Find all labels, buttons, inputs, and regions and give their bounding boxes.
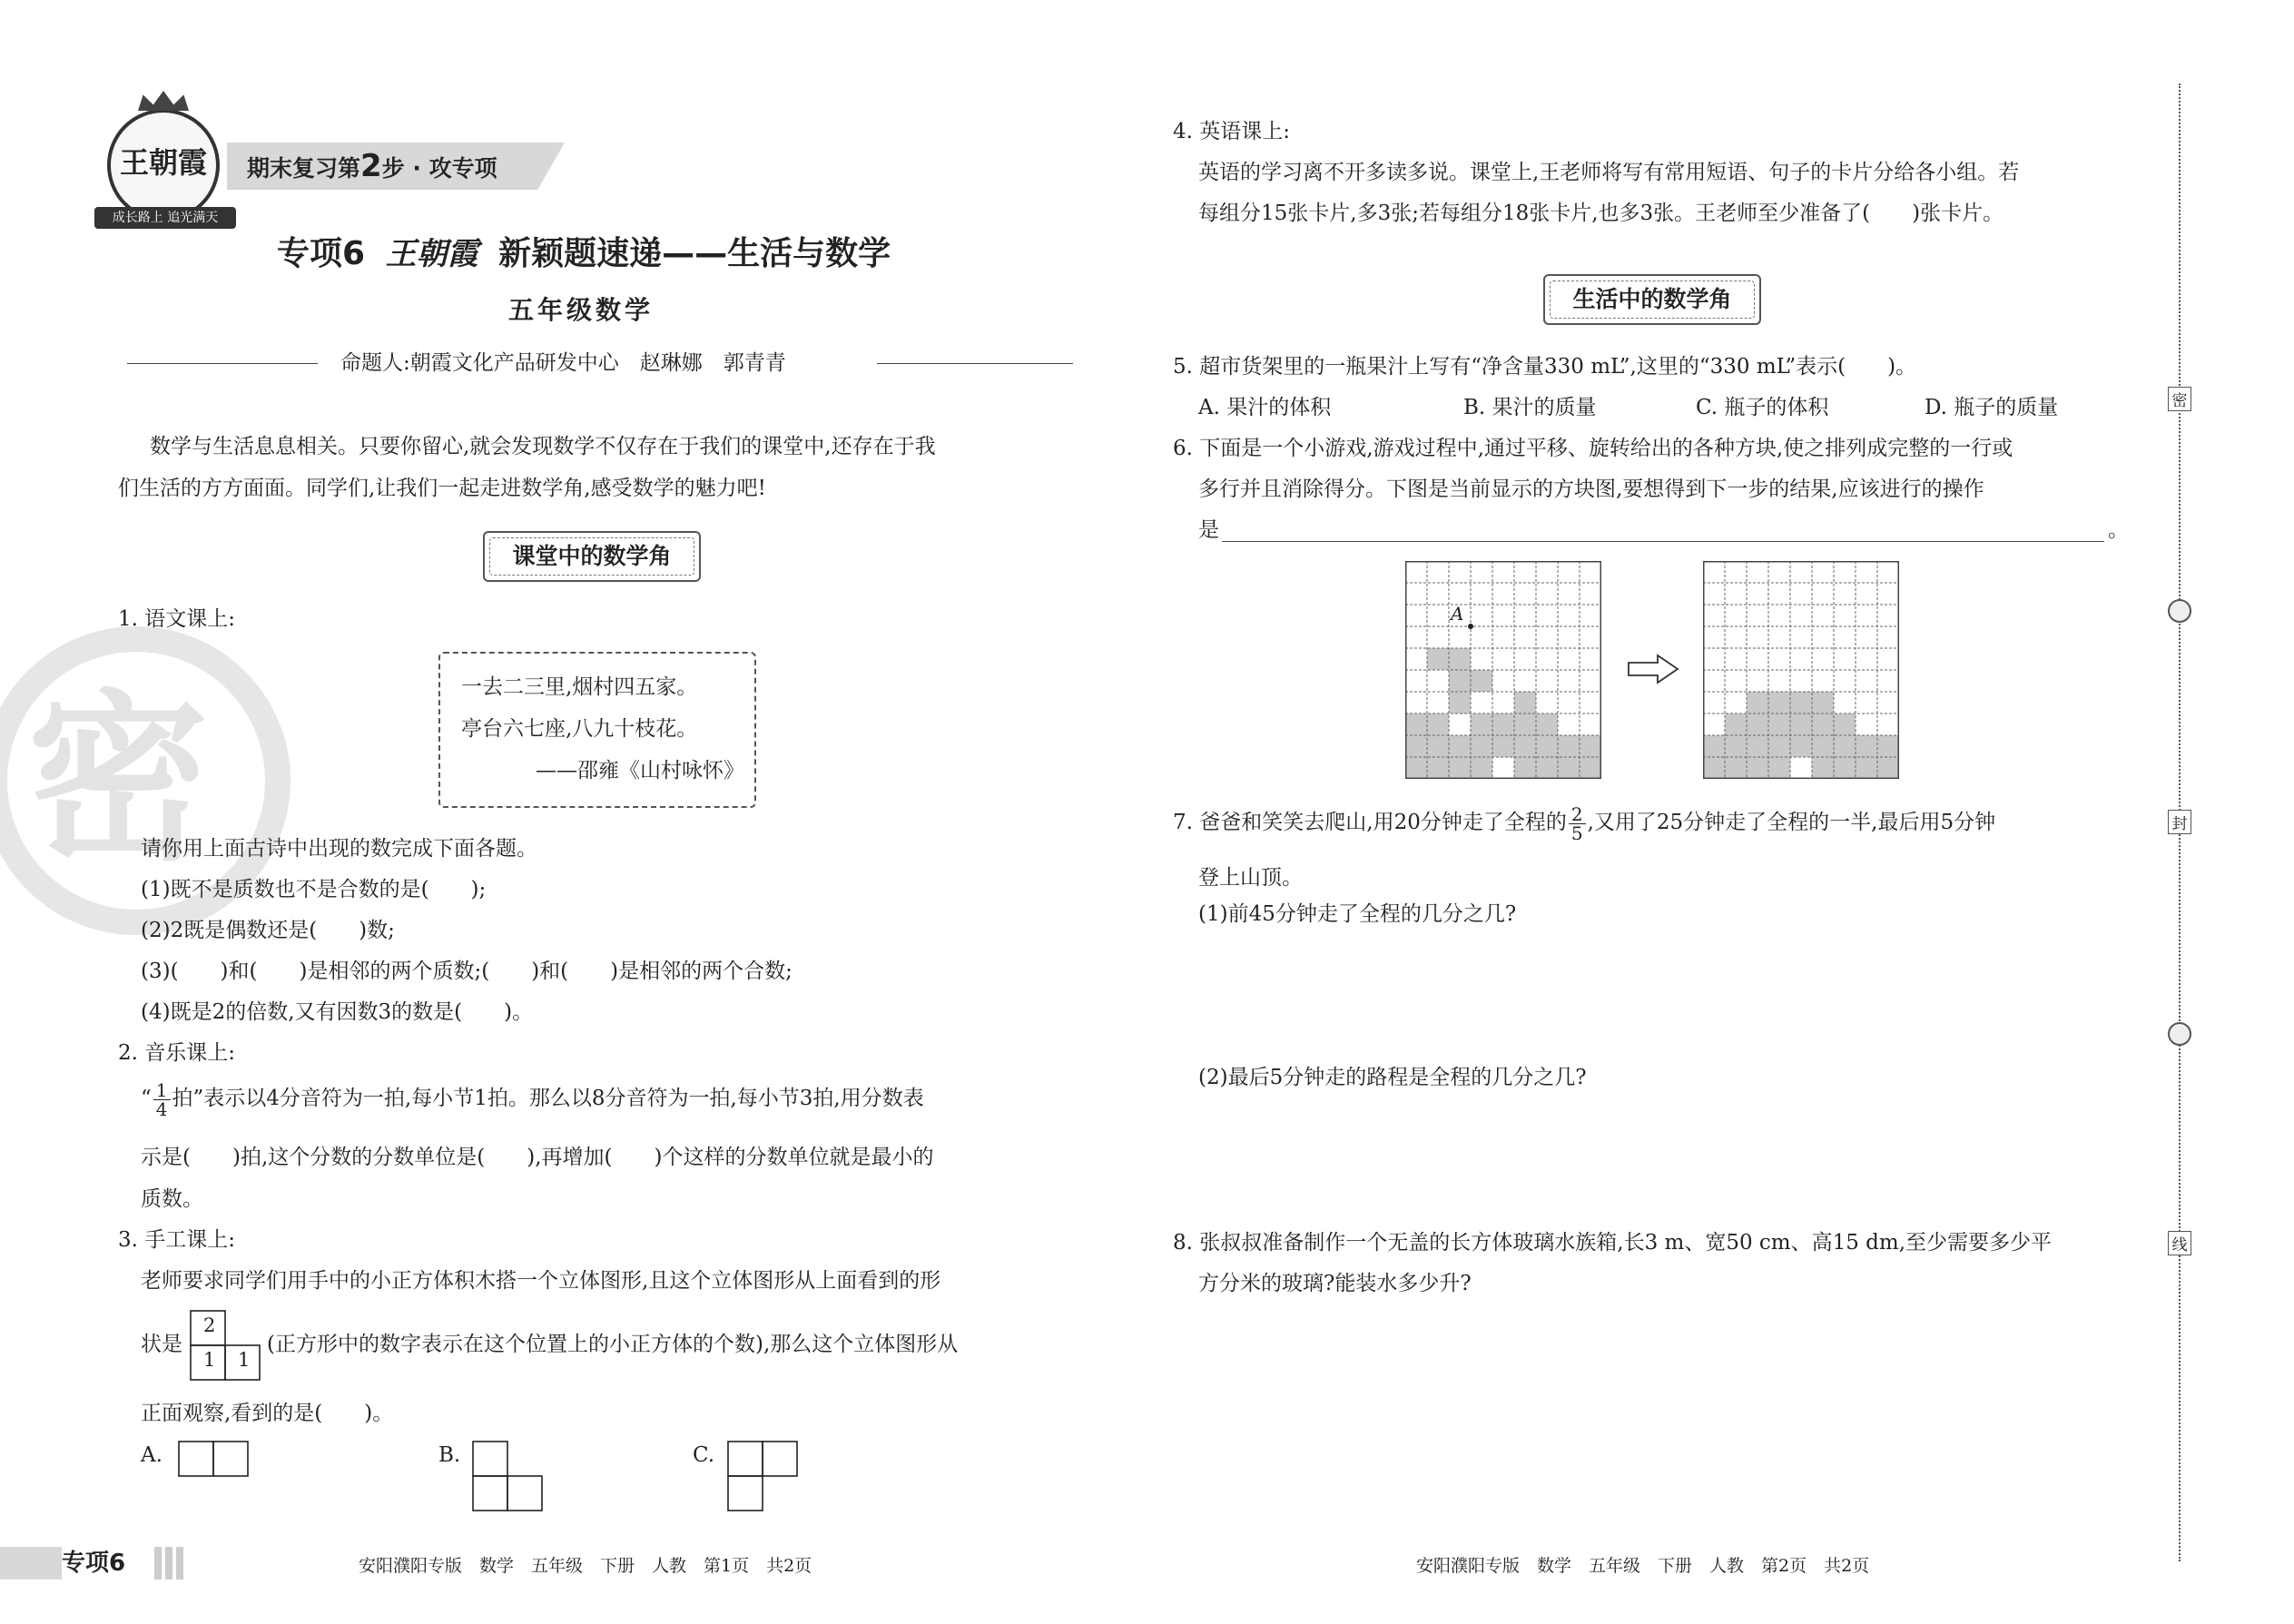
filled-cell: [1580, 757, 1601, 779]
filled-cell: [1427, 735, 1449, 757]
filled-cell: [1812, 735, 1834, 757]
poem-source: ——邵雍《山村咏怀》: [536, 759, 744, 782]
filled-cell: [1427, 648, 1449, 670]
page-subtitle: 五年级数学: [508, 295, 655, 325]
filled-cell: [1768, 692, 1790, 714]
q2-line-2: 示是( )拍,这个分数的分数单位是( ),再增加( )个这样的分数单位就是最小的: [141, 1146, 934, 1169]
filled-cell: [1747, 692, 1768, 714]
filled-cell: [1471, 735, 1492, 757]
footer-tab: 专项6: [62, 1547, 153, 1580]
arrow-right-icon: [1627, 654, 1681, 684]
filled-cell: [1492, 735, 1514, 757]
logo-crown-icon: [138, 91, 189, 111]
filled-cell: [1790, 692, 1812, 714]
q3-line-2-pre: 状是: [141, 1333, 182, 1356]
filled-cell: [1834, 757, 1856, 779]
filled-cell: [1427, 714, 1449, 735]
filled-cell: [1768, 735, 1790, 757]
filled-cell: [1536, 714, 1558, 735]
filled-cell: [1725, 757, 1747, 779]
top-view-num-3: 1: [238, 1349, 251, 1371]
q6-line-3-end: 。: [2108, 518, 2129, 542]
filled-cell: [1536, 735, 1558, 757]
filled-cell: [1834, 735, 1856, 757]
q8-line-1: 8. 张叔叔准备制作一个无盖的长方体玻璃水族箱,长3 m、宽50 cm、高15 dm,至少需要多少平: [1173, 1231, 2053, 1255]
binding-hole-1-icon: [2168, 599, 2191, 623]
q3-option-a-label: A.: [141, 1443, 162, 1467]
top-view-num-2: 1: [203, 1349, 216, 1371]
game-grid-after: [1703, 561, 1899, 779]
filled-cell: [1405, 735, 1427, 757]
filled-cell: [1790, 735, 1812, 757]
filled-cell: [1558, 757, 1580, 779]
section-title-classroom: 课堂中的数学角: [483, 531, 701, 582]
filled-cell: [1580, 735, 1601, 757]
q5-option-b[interactable]: B. 果汁的质量: [1463, 396, 1597, 419]
watermark-text: 密: [27, 674, 210, 886]
q3-option-c-label: C.: [693, 1443, 715, 1467]
filled-cell: [1703, 757, 1725, 779]
filled-cell: [1703, 735, 1725, 757]
filled-cell: [1471, 714, 1492, 735]
filled-cell: [1405, 757, 1427, 779]
binding-label-line: 线: [2168, 1231, 2191, 1255]
q5-option-d[interactable]: D. 瓶子的质量: [1925, 396, 2059, 419]
step-label: 期末复习第2步 · 攻专项: [247, 148, 497, 184]
q7-part-2: (2)最后5分钟走的路程是全程的几分之几?: [1198, 1066, 1587, 1089]
q3-line-3: 正面观察,看到的是( )。: [141, 1402, 394, 1425]
filled-cell: [1747, 757, 1768, 779]
author-rule-left: [127, 363, 318, 364]
poem-line-2: 亭台六七座,八九十枝花。: [461, 717, 698, 741]
filled-cell: [1449, 692, 1471, 714]
q5-question: 5. 超市货架里的一瓶果汁上写有“净含量330 mL”,这里的“330 mL”表示( )。: [1173, 355, 1917, 379]
q2-head: 2. 音乐课上:: [118, 1041, 236, 1065]
q6-line-3: 是: [1198, 518, 1219, 542]
logo-ribbon: [94, 207, 236, 229]
logo-subtitle: 成长路上 追光满天: [112, 211, 219, 225]
q4-line-2: 每组分15张卡片,多3张;若每组分18张卡片,也多3张。王老师至少准备了( )张卡片。: [1198, 202, 2004, 225]
q1-part-2: (2)2既是偶数还是( )数;: [141, 919, 395, 942]
filled-cell: [1768, 757, 1790, 779]
filled-cell: [1812, 714, 1834, 735]
filled-cell: [1725, 714, 1747, 735]
filled-cell: [1768, 714, 1790, 735]
q7-fraction: $\frac{2}{5}$: [1569, 805, 1586, 842]
filled-cell: [1747, 714, 1768, 735]
brand-mark: 王朝霞: [385, 236, 478, 272]
filled-cell: [1834, 714, 1856, 735]
q4-line-1: 英语的学习离不开多读多说。课堂上,王老师将写有常用短语、句子的卡片分给各小组。若: [1198, 161, 2020, 184]
filled-cell: [1427, 757, 1449, 779]
filled-cell: [1877, 735, 1899, 757]
filled-cell: [1856, 757, 1877, 779]
filled-cell: [1856, 735, 1877, 757]
point-a-label: A: [1451, 603, 1464, 625]
filled-cell: [1449, 757, 1471, 779]
q3-line-2-post: (正方形中的数字表示在这个位置上的小正方体的个数),那么这个立体图形从: [267, 1333, 959, 1356]
page-title: 专项6 王朝霞 新颖题速递——生活与数学: [277, 235, 891, 272]
q1-head: 1. 语文课上:: [118, 607, 236, 631]
footer-tab-dots: [154, 1547, 187, 1580]
q3-head: 3. 手工课上:: [118, 1228, 236, 1252]
q5-option-c[interactable]: C. 瓶子的体积: [1696, 396, 1829, 419]
filled-cell: [1449, 735, 1471, 757]
intro-line-2: 们生活的方方面面。同学们,让我们一起走进数学角,感受数学的魅力吧!: [118, 477, 766, 500]
q1-part-3: (3)( )和( )是相邻的两个质数;( )和( )是相邻的两个合数;: [141, 960, 793, 983]
q2-line-1: “ $\frac{1}{4}$ 拍”表示以4分音符为一拍,每小节1拍。那么以8分音符为一拍,每小节3拍,用分数表: [141, 1078, 924, 1120]
top-view-num-1: 2: [203, 1314, 216, 1336]
filled-cell: [1471, 670, 1492, 692]
section-title-life: 生活中的数学角: [1543, 274, 1761, 325]
binding-hole-2-icon: [2168, 1022, 2191, 1046]
game-grid-before: [1405, 561, 1601, 779]
logo-text: 王朝霞: [119, 145, 207, 180]
q5-option-a[interactable]: A. 果汁的体积: [1198, 396, 1332, 419]
q3-option-a-shape: [177, 1440, 253, 1480]
q7-part-1: (1)前45分钟走了全程的几分之几?: [1198, 902, 1517, 926]
footer-left: 安阳濮阳专版 数学 五年级 下册 人教 第1页 共2页: [359, 1556, 812, 1576]
filled-cell: [1492, 714, 1514, 735]
q3-option-c-shape: [726, 1440, 802, 1514]
binding-label-seal: 密: [2168, 387, 2191, 411]
filled-cell: [1747, 735, 1768, 757]
filled-cell: [1405, 714, 1427, 735]
q6-line-2: 多行并且消除得分。下图是当前显示的方块图,要想得到下一步的结果,应该进行的操作: [1198, 477, 1984, 501]
q1-part-4: (4)既是2的倍数,又有因数3的数是( )。: [141, 1000, 534, 1024]
q6-answer-line[interactable]: [1222, 541, 2104, 542]
filled-cell: [1812, 757, 1834, 779]
q4-head: 4. 英语课上:: [1173, 120, 1291, 143]
filled-cell: [1514, 714, 1536, 735]
filled-cell: [1725, 735, 1747, 757]
q1-part-1: (1)既不是质数也不是合数的是( );: [141, 878, 487, 901]
filled-cell: [1471, 757, 1492, 779]
q3-option-b-shape: [471, 1440, 547, 1514]
point-a-dot: [1468, 624, 1473, 629]
q3-line-1: 老师要求同学们用手中的小正方体积木搭一个立体图形,且这个立体图形从上面看到的形: [141, 1269, 941, 1293]
filled-cell: [1514, 735, 1536, 757]
q2-line-3: 质数。: [141, 1187, 203, 1211]
footer-tab-bg: [0, 1547, 64, 1580]
q1-instruction: 请你用上面古诗中出现的数完成下面各题。: [141, 837, 537, 861]
filled-cell: [1449, 648, 1471, 670]
logo: [107, 109, 220, 221]
filled-cell: [1514, 692, 1536, 714]
filled-cell: [1536, 757, 1558, 779]
poem-line-1: 一去二三里,烟村四五家。: [461, 675, 698, 699]
filled-cell: [1558, 735, 1580, 757]
author-rule-right: [877, 363, 1073, 364]
q7-line-2: 登上山顶。: [1198, 866, 1303, 890]
top-view-diagram: [189, 1309, 265, 1383]
q3-option-b-label: B.: [438, 1443, 461, 1467]
footer-right: 安阳濮阳专版 数学 五年级 下册 人教 第2页 共2页: [1416, 1556, 1870, 1576]
filled-cell: [1790, 714, 1812, 735]
q6-line-1: 6. 下面是一个小游戏,游戏过程中,通过平移、旋转给出的各种方块,使之排列成完整的一行或: [1173, 437, 2013, 460]
filled-cell: [1877, 757, 1899, 779]
authors: 命题人:朝霞文化产品研发中心 赵琳娜 郭青青: [340, 351, 786, 375]
filled-cell: [1449, 670, 1471, 692]
intro-line-1: 数学与生活息息相关。只要你留心,就会发现数学不仅存在于我们的课堂中,还存在于我: [150, 435, 936, 458]
q7-line-1: 7. 爸爸和笑笑去爬山,用20分钟走了全程的 $\frac{2}{5}$ ,又用了25分钟走了全程的一半,最后用5分钟: [1173, 802, 1996, 844]
filled-cell: [1514, 757, 1536, 779]
q8-line-2: 方分米的玻璃?能装水多少升?: [1198, 1272, 1472, 1295]
filled-cell: [1812, 692, 1834, 714]
q2-fraction: $\frac{1}{4}$: [153, 1081, 171, 1118]
binding-label-seal-2: 封: [2168, 810, 2191, 834]
